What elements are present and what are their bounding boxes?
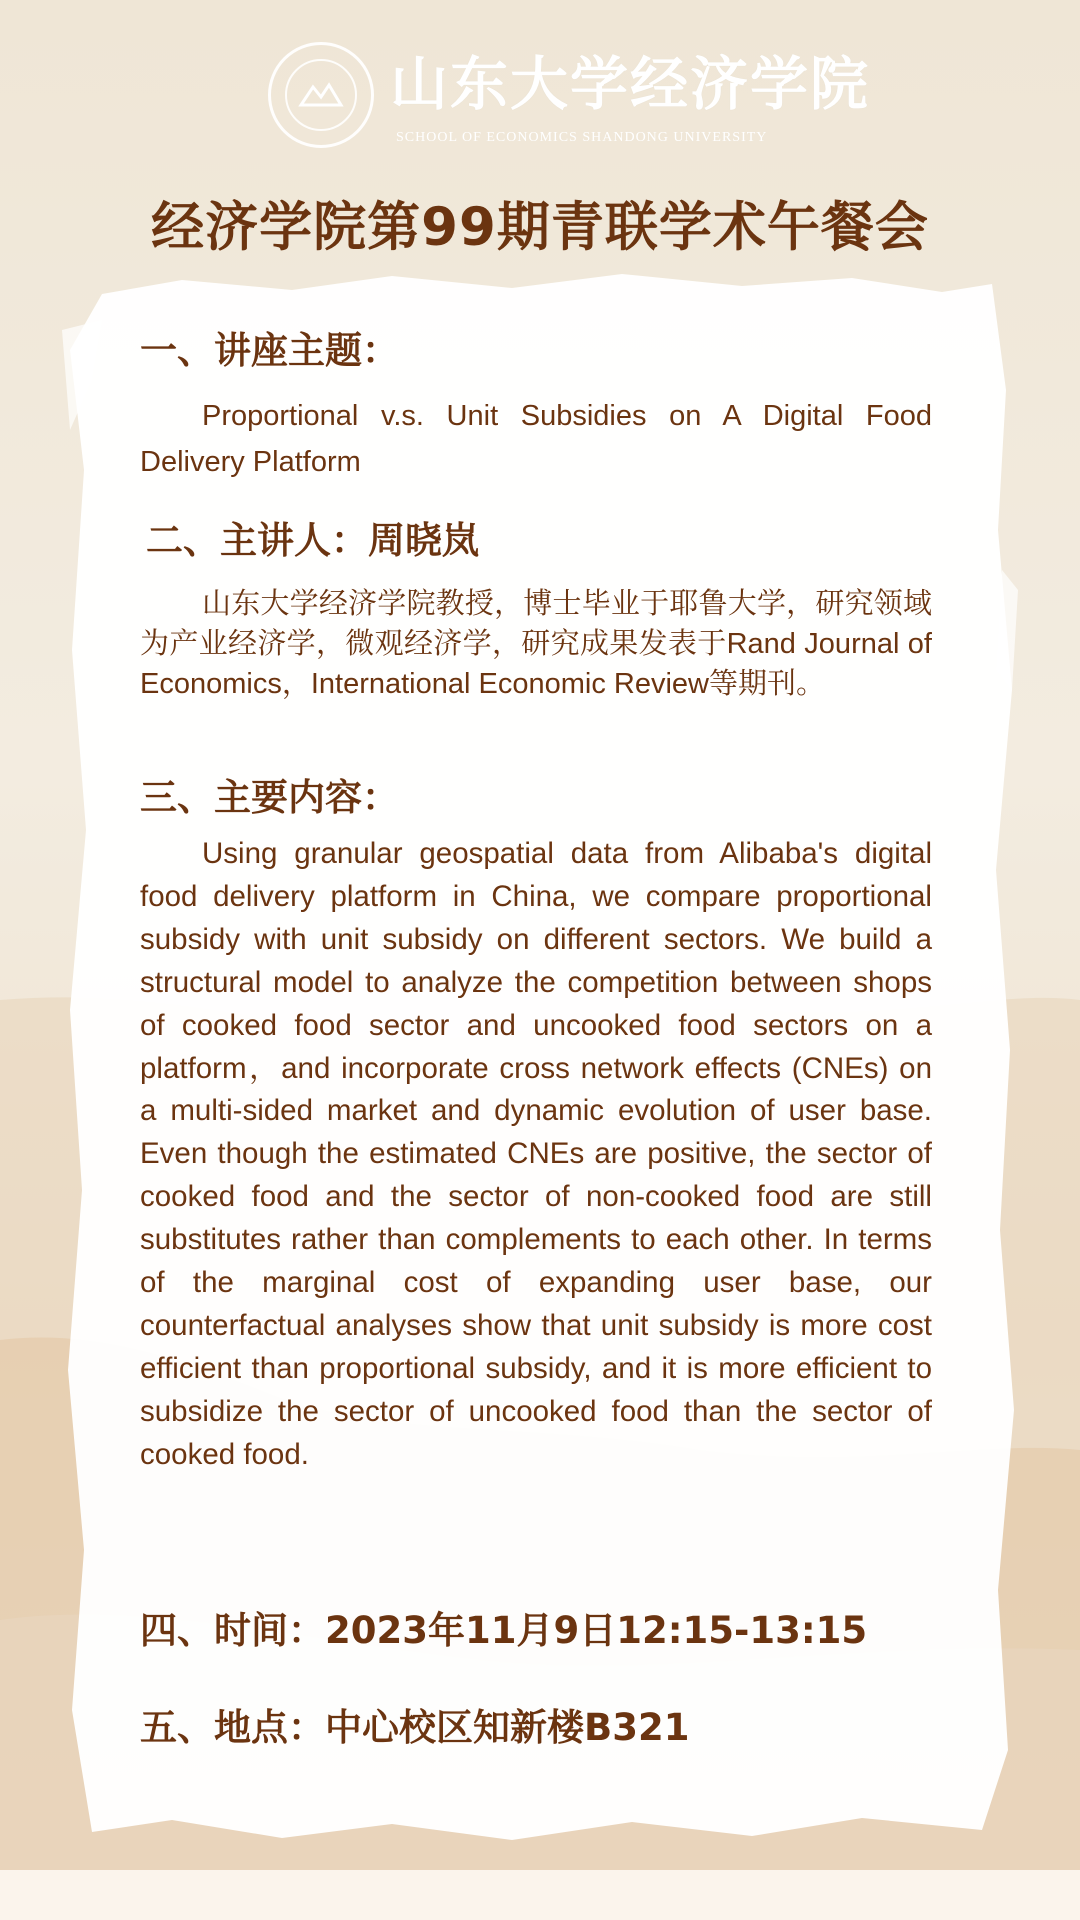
school-name-cn: 山东大学经济学院 [390,50,871,118]
speaker-bio: 山东大学经济学院教授，博士毕业于耶鲁大学，研究领域为产业经济学，微观经济学，研究成果发表于Rand Journal of Economics，International Economic Review等期刊。 [140,588,932,700]
content-heading: 三、主要内容： [140,776,399,819]
time-heading: 四、时间：2023年11月9日12:15-13:15 [140,1609,868,1652]
content-abstract: Using granular geospatial data from Alibaba's digital food delivery platform in China, we compare proportional subsidy with unit subsidy on different sectors. We build a structural model to analyze the competition between shops of cooked food sector and uncooked food sectors on a platform，and incorporate cross network effects (CNEs) on a multi-sided market and dynamic evolution of user base. Even though the estimated CNEs are positive, the sector of cooked food and the sector of non-cooked food are still substitutes rather than complements to each other. In terms of the marginal cost of expanding user base, our counterfactual analyses show that unit subsidy is more cost efficient than proportional subsidy, and it is more efficient to subsidize the sector of uncooked food than the sector of cooked food. [140,837,932,1471]
topic-heading: 一、讲座主题： [140,329,399,372]
topic-text: Proportional v.s. Unit Subsidies on A Digital Food Delivery Platform [140,400,932,478]
location-heading: 五、地点：中心校区知新楼B321 [140,1706,690,1749]
speaker-heading: 二、主讲人：周晓岚 [146,519,479,562]
school-name-en: SCHOOL OF ECONOMICS SHANDONG UNIVERSITY [396,130,768,145]
page-title: 经济学院第99期青联学术午餐会 [151,197,929,258]
